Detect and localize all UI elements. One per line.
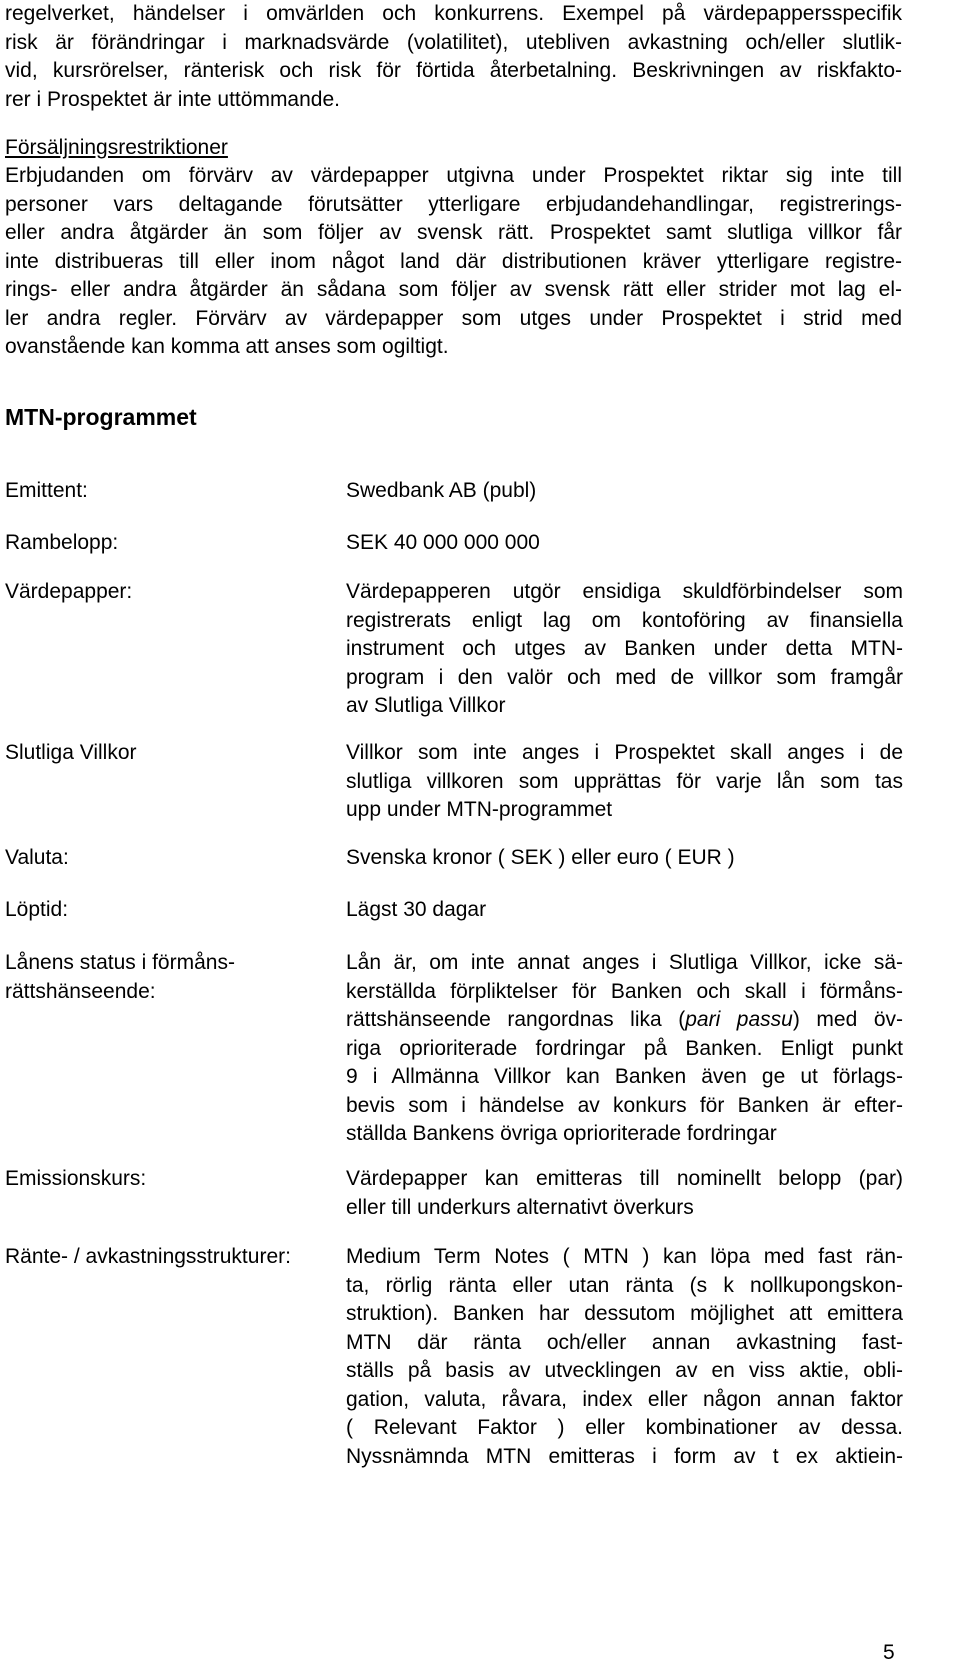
term-value-line: Värdepapperen utgör ensidiga skuldförbindelser som bbox=[346, 580, 903, 603]
text-line: vid, kursrörelser, ränterisk och risk för förtida återbetalning. Beskrivningen av riskfakto- bbox=[5, 59, 902, 82]
term-value-line: gation, valuta, råvara, index eller någon annan faktor bbox=[346, 1387, 903, 1411]
term-value-line: 9 i Allmänna Villkor kan Banken även ge ut förlags- bbox=[346, 1065, 903, 1088]
term-value-line: instrument och utges av Banken under detta MTN- bbox=[346, 637, 903, 660]
term-value-line: Villkor som inte anges i Prospektet skall anges i de bbox=[346, 741, 903, 764]
term-value-frame-amount bbox=[346, 529, 903, 558]
text-line: risk är förändringar i marknadsvärde (volatilitet), utebliven avkastning och/eller slutlik- bbox=[5, 30, 902, 54]
restrictions-heading: Försäljningsrestriktioner bbox=[5, 136, 228, 159]
term-value-line: ställda Bankens övriga oprioriterade fordringar bbox=[346, 1122, 777, 1145]
text-line: regelverket, händelser i omvärlden och konkurrens. Exempel på värdepappersspecifik bbox=[5, 2, 902, 25]
term-value-line: Nyssnämnda MTN emitteras i form av t ex aktiein- bbox=[346, 1444, 903, 1468]
term-label-line: Ränte- / avkastningsstrukturer: bbox=[5, 1245, 291, 1268]
term-value-line: program i den valör och med de villkor som framgår bbox=[346, 665, 903, 689]
term-value-securities bbox=[346, 578, 903, 721]
term-value-line: Svenska kronor ( SEK ) eller euro ( EUR ) bbox=[346, 846, 735, 869]
term-value-line: ta, rörlig ränta eller utan ränta (s k nollkupongskon- bbox=[346, 1273, 903, 1297]
term-label-issue-price bbox=[5, 1165, 146, 1194]
term-label-line: Slutliga Villkor bbox=[5, 741, 137, 764]
term-value-line: upp under MTN-programmet bbox=[346, 798, 613, 821]
term-value-maturity bbox=[346, 896, 903, 925]
term-label-line: rättshänseende: bbox=[5, 979, 156, 1003]
term-label-line: Emittent: bbox=[5, 479, 88, 502]
term-value-line: ( Relevant Faktor ) eller kombinationer av dessa. bbox=[346, 1416, 903, 1439]
term-value-line: bevis som i händelse av konkurs för Banken är efter- bbox=[346, 1093, 903, 1117]
text-line: Erbjudanden om förvärv av värdepapper utgivna under Prospektet riktar sig inte till bbox=[5, 164, 902, 187]
term-value-line: Swedbank AB (publ) bbox=[346, 479, 537, 502]
term-value-issuer bbox=[346, 477, 903, 506]
term-value-line: Värdepapper kan emitteras till nominellt belopp (par) bbox=[346, 1167, 903, 1190]
latin-phrase: pari passu bbox=[685, 1008, 793, 1031]
term-value-line: Lån är, om inte annat anges i Slutliga Villkor, icke sä- bbox=[346, 951, 903, 974]
term-label-loan-status bbox=[5, 949, 235, 1006]
term-label-line: Löptid: bbox=[5, 898, 69, 921]
term-value-line: eller till underkurs alternativt överkurs bbox=[346, 1195, 694, 1219]
term-value-line: registrerats enligt lag om kontoföring av finansiella bbox=[346, 608, 903, 632]
term-label-maturity bbox=[5, 896, 68, 925]
term-label-issuer bbox=[5, 477, 88, 506]
term-value-line: struktion). Banken har dessutom möjlighet att emittera bbox=[346, 1302, 903, 1325]
term-value-line: MTN där ränta och/eller annan avkastning fast- bbox=[346, 1330, 903, 1354]
term-label-currency bbox=[5, 844, 69, 873]
term-value-line: kerställda förpliktelser för Banken och skall i förmåns- bbox=[346, 979, 903, 1003]
text-line: personer vars deltagande förutsätter ytterligare erbjudandehandlingar, registrerings- bbox=[5, 192, 902, 216]
text-line: ler andra regler. Förvärv av värdepapper som utges under Prospektet i strid med bbox=[5, 306, 902, 330]
text-line: inte distribueras till eller inom något land där distributionen kräver ytterligare registre- bbox=[5, 249, 902, 273]
text-line: rer i Prospektet är inte uttömmande. bbox=[5, 87, 340, 111]
intro-paragraph bbox=[5, 0, 902, 114]
page-number: 5 bbox=[883, 1641, 895, 1664]
term-value-line: ställs på basis av utvecklingen av en viss aktie, obli- bbox=[346, 1359, 903, 1382]
term-value-line: Lägst 30 dagar bbox=[346, 898, 487, 921]
term-value-issue-price bbox=[346, 1165, 903, 1222]
section-title: MTN-programmet bbox=[5, 404, 197, 430]
term-label-line: Värdepapper: bbox=[5, 580, 133, 603]
term-value-line: riga oprioriterade fordringar på Banken. Enligt punkt bbox=[346, 1036, 903, 1060]
term-value-line: slutliga villkoren som upprättas för varje lån som tas bbox=[346, 769, 903, 793]
term-label-line: Emissionskurs: bbox=[5, 1167, 147, 1190]
term-value-loan-status bbox=[346, 949, 903, 1149]
term-label-line: Valuta: bbox=[5, 846, 69, 869]
term-value-line: Medium Term Notes ( MTN ) kan löpa med fast rän- bbox=[346, 1245, 903, 1268]
term-value-line: rättshänseende rangordnas lika (pari passu) med öv- bbox=[346, 1008, 903, 1031]
term-label-frame-amount bbox=[5, 529, 118, 558]
term-label-final-terms bbox=[5, 739, 137, 768]
restrictions-paragraph bbox=[5, 162, 902, 362]
term-value-line: av Slutliga Villkor bbox=[346, 694, 506, 717]
term-label-line: Lånens status i förmåns- bbox=[5, 951, 235, 974]
term-label-interest-structures bbox=[5, 1243, 291, 1272]
term-value-interest-structures bbox=[346, 1243, 903, 1471]
text-line: eller andra åtgärder än som följer av svensk rätt. Prospektet samt slutliga villkor får bbox=[5, 221, 902, 244]
term-label-line: Rambelopp: bbox=[5, 531, 119, 554]
term-value-currency bbox=[346, 844, 903, 873]
term-value-final-terms bbox=[346, 739, 903, 825]
term-label-securities bbox=[5, 578, 132, 607]
text-line: ovanstående kan komma att anses som ogiltigt. bbox=[5, 335, 449, 358]
text-line: rings- eller andra åtgärder än sådana som följer av svensk rätt eller strider mot lag el- bbox=[5, 278, 902, 301]
term-value-line: SEK 40 000 000 000 bbox=[346, 531, 540, 554]
